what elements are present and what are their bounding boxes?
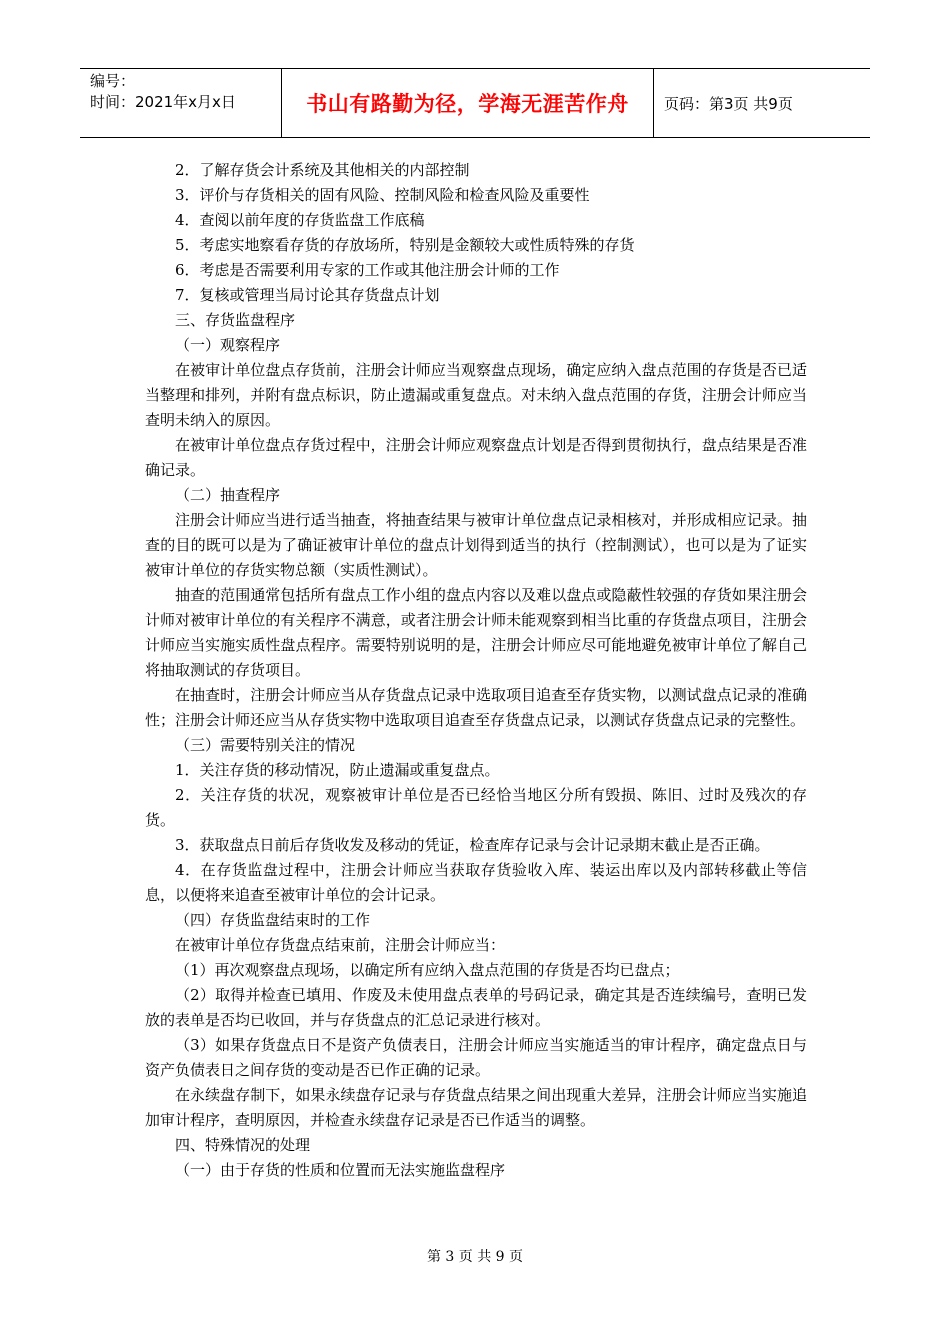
list-item: 3．评价与存货相关的固有风险、控制风险和检查风险及重要性 bbox=[175, 186, 590, 204]
header-left-cell bbox=[80, 69, 282, 137]
header-motto: 书山有路勤为径，学海无涯苦作舟 bbox=[282, 69, 654, 137]
list-item: 1．关注存货的移动情况，防止遗漏或重复盘点。 bbox=[175, 761, 500, 779]
section-heading: 四、特殊情况的处理 bbox=[175, 1136, 311, 1154]
page-footer: 第 3 页 共 9 页 bbox=[426, 1249, 524, 1265]
subsection-heading: （一）观察程序 bbox=[175, 336, 281, 354]
document-body bbox=[145, 158, 807, 1183]
list-item: 6．考虑是否需要利用专家的工作或其他注册会计师的工作 bbox=[175, 261, 560, 279]
list-item: （3）如果存货盘点日不是资产负债表日，注册会计师应当实施适当的审计程序，确定盘点日与资产负债表日之间存货的变动是否已作正确的记录。 bbox=[145, 1036, 807, 1079]
document-date-label: 时间：2021年x月x日 bbox=[90, 93, 236, 111]
subsection-heading: （三）需要特别关注的情况 bbox=[175, 736, 356, 754]
page-header bbox=[80, 68, 870, 138]
body-paragraph: 抽查的范围通常包括所有盘点工作小组的盘点内容以及难以盘点或隐蔽性较强的存货如果注册会计师对被审计单位的有关程序不满意，或者注册会计师未能观察到相当比重的存货盘点项目，注册会计师应当实施实质性盘点程序。需要特别说明的是，注册会计师应尽可能地避免被审计单位了解自己将抽取测试的存货项目。 bbox=[145, 586, 807, 679]
header-page-label: 页码：第3页 共9页 bbox=[664, 94, 793, 113]
section-heading: 三、存货监盘程序 bbox=[175, 311, 296, 329]
document-number-label: 编号： bbox=[90, 72, 136, 90]
list-item: 2．关注存货的状况，观察被审计单位是否已经恰当地区分所有毁损、陈旧、过时及残次的存货。 bbox=[145, 786, 807, 829]
list-item: （2）取得并检查已填用、作废及未使用盘点表单的号码记录，确定其是否连续编号，查明已发放的表单是否均已收回，并与存货盘点的汇总记录进行核对。 bbox=[145, 986, 807, 1029]
body-paragraph: 在被审计单位盘点存货过程中，注册会计师应观察盘点计划是否得到贯彻执行，盘点结果是否准确记录。 bbox=[145, 436, 807, 479]
subsection-heading: （二）抽查程序 bbox=[175, 486, 281, 504]
subsection-heading: （四）存货监盘结束时的工作 bbox=[175, 911, 371, 929]
body-paragraph: 在被审计单位存货盘点结束前，注册会计师应当： bbox=[175, 936, 506, 954]
subsection-heading: （一）由于存货的性质和位置而无法实施监盘程序 bbox=[175, 1161, 506, 1179]
body-paragraph: 在永续盘存制下，如果永续盘存记录与存货盘点结果之间出现重大差异，注册会计师应当实施追加审计程序，查明原因，并检查永续盘存记录是否已作适当的调整。 bbox=[145, 1086, 807, 1129]
list-item: 2．了解存货会计系统及其他相关的内部控制 bbox=[175, 161, 470, 179]
body-paragraph: 在抽查时，注册会计师应当从存货盘点记录中选取项目追查至存货实物，以测试盘点记录的准确性；注册会计师还应当从存货实物中选取项目追查至存货盘点记录，以测试存货盘点记录的完整性。 bbox=[145, 686, 807, 729]
list-item: 3．获取盘点日前后存货收发及移动的凭证，检查库存记录与会计记录期末截止是否正确。 bbox=[175, 836, 770, 854]
list-item: 4．查阅以前年度的存货监盘工作底稿 bbox=[175, 211, 425, 229]
body-paragraph: 注册会计师应当进行适当抽查，将抽查结果与被审计单位盘点记录相核对，并形成相应记录。抽查的目的既可以是为了确证被审计单位的盘点计划得到适当的执行（控制测试），也可以是为了证实被审计单位的存货实物总额（实质性测试）。 bbox=[145, 511, 807, 579]
body-paragraph: 在被审计单位盘点存货前，注册会计师应当观察盘点现场，确定应纳入盘点范围的存货是否已适当整理和排列，并附有盘点标识，防止遗漏或重复盘点。对未纳入盘点范围的存货，注册会计师应当查明未纳入的原因。 bbox=[145, 361, 807, 429]
list-item: 5．考虑实地察看存货的存放场所，特别是金额较大或性质特殊的存货 bbox=[175, 236, 635, 254]
list-item: （1）再次观察盘点现场，以确定所有应纳入盘点范围的存货是否均已盘点； bbox=[175, 961, 680, 979]
list-item: 4．在存货监盘过程中，注册会计师应当获取存货验收入库、装运出库以及内部转移截止等信息，以便将来追查至被审计单位的会计记录。 bbox=[145, 861, 807, 904]
list-item: 7．复核或管理当局讨论其存货盘点计划 bbox=[175, 286, 440, 304]
